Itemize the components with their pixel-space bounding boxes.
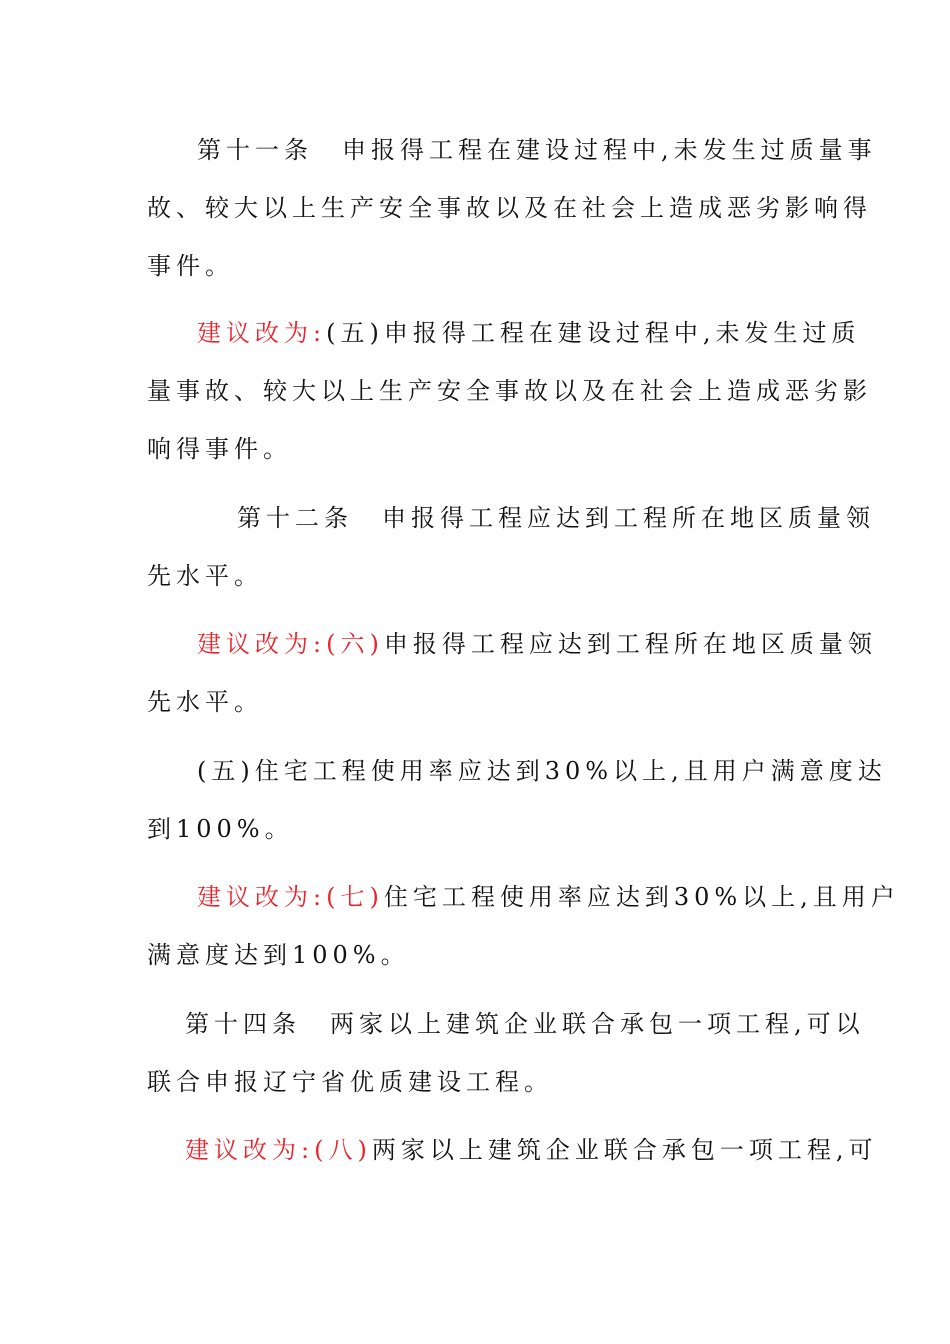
article-14-line-1 xyxy=(185,1009,865,1039)
suggestion-5-line-3 xyxy=(147,434,292,464)
suggestion-text: 量事故、较大以上生产安全事故以及在社会上造成恶劣影 xyxy=(147,377,872,405)
suggestion-text: 满意度达到100%。 xyxy=(147,941,410,969)
suggestion-5-line-1 xyxy=(197,318,860,348)
item-5-line-2 xyxy=(147,814,294,844)
item-5-line-1 xyxy=(197,756,887,786)
article-14-line-2 xyxy=(147,1067,553,1097)
item-5-text: (五)住宅工程使用率应达到30%以上,且用户满意度达 xyxy=(197,757,887,785)
suggestion-5-line-2 xyxy=(147,376,872,406)
suggestion-6-line-1 xyxy=(197,629,877,659)
article-11-line-1 xyxy=(197,135,877,165)
article-11-text: 故、较大以上生产安全事故以及在社会上造成恶劣影响得 xyxy=(147,194,872,222)
suggestion-6-line-2 xyxy=(147,687,263,717)
item-5-text: 到100%。 xyxy=(147,815,294,843)
suggestion-label: 建议改为: xyxy=(197,319,327,347)
article-12-text: 先水平。 xyxy=(147,562,263,590)
article-12-text: 第十二条 申报得工程应达到工程所在地区质量领 xyxy=(237,504,875,532)
suggestion-label: 建议改为: xyxy=(197,630,327,658)
article-11-line-2 xyxy=(147,193,872,223)
suggestion-8-line-1 xyxy=(185,1135,877,1165)
suggestion-text: 申报得工程应达到工程所在地区质量领 xyxy=(383,630,877,658)
article-11-text: 事件。 xyxy=(147,252,234,280)
suggestion-number: (七) xyxy=(326,883,384,911)
article-12-line-1 xyxy=(237,503,875,533)
suggestion-label: 建议改为: xyxy=(185,1136,315,1164)
article-12-line-2 xyxy=(147,561,263,591)
suggestion-text: (五)申报得工程在建设过程中,未发生过质 xyxy=(326,319,861,347)
suggestion-7-line-2 xyxy=(147,940,410,970)
article-11-text: 第十一条 申报得工程在建设过程中,未发生过质量事 xyxy=(197,136,877,164)
suggestion-number: (八) xyxy=(314,1136,372,1164)
suggestion-text: 两家以上建筑企业联合承包一项工程,可 xyxy=(371,1136,878,1164)
suggestion-text: 先水平。 xyxy=(147,688,263,716)
suggestion-text: 响得事件。 xyxy=(147,435,292,463)
suggestion-number: (六) xyxy=(326,630,384,658)
suggestion-label: 建议改为: xyxy=(197,883,327,911)
suggestion-7-line-1 xyxy=(197,882,900,912)
article-14-text: 联合申报辽宁省优质建设工程。 xyxy=(147,1068,553,1096)
article-14-text: 第十四条 两家以上建筑企业联合承包一项工程,可以 xyxy=(185,1010,865,1038)
suggestion-text: 住宅工程使用率应达到30%以上,且用户 xyxy=(383,883,900,911)
article-11-line-3 xyxy=(147,251,234,281)
